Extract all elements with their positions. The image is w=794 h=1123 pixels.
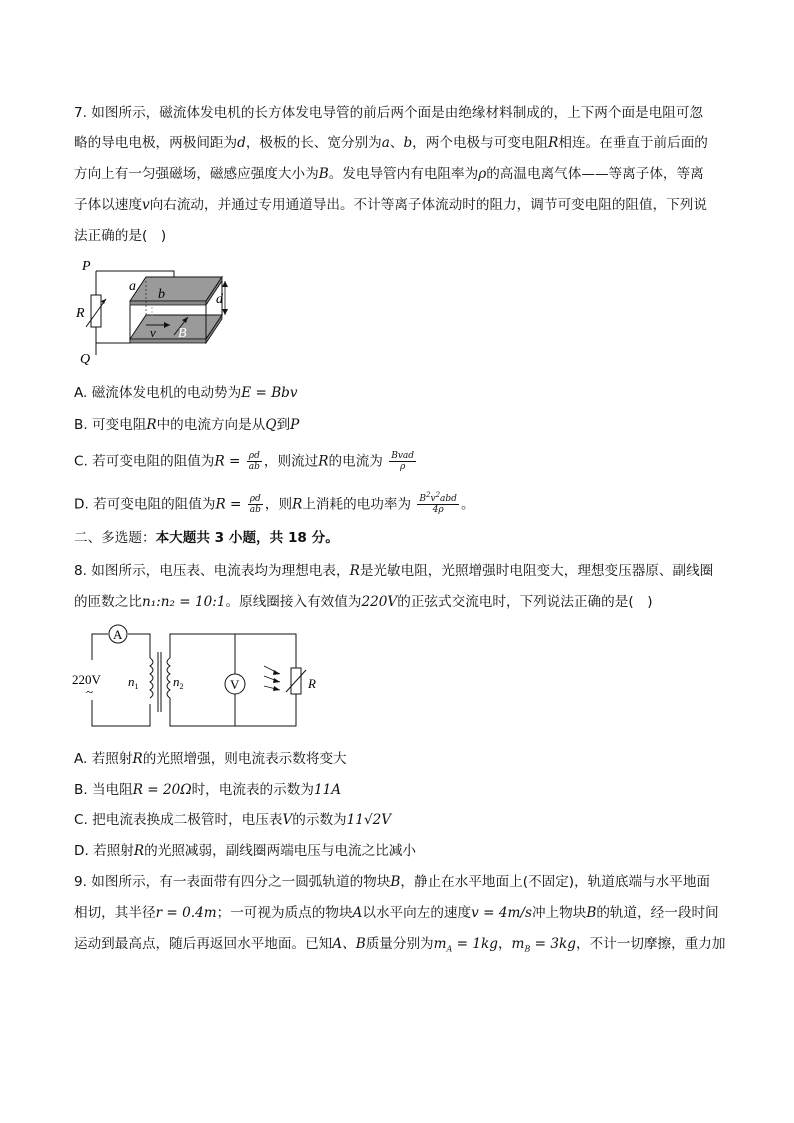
label-v: v bbox=[150, 325, 156, 340]
label-R: R bbox=[308, 676, 316, 691]
q8-option-d: D. 若照射R的光照减弱，副线圈两端电压与电流之比减小 bbox=[74, 843, 417, 859]
label-source-220v: 220V bbox=[72, 672, 101, 687]
section-heading: 二、多选题：本大题共 3 小题，共 18 分。 bbox=[74, 530, 339, 546]
label-a: a bbox=[129, 279, 136, 294]
label-B: B bbox=[178, 326, 187, 341]
label-n1: $n_1$ bbox=[128, 674, 139, 691]
fraction-bvad-over-rho: $\frac{\text{Bvad}}{\rho}$ bbox=[391, 451, 415, 472]
q7-mhd-generator-figure bbox=[74, 255, 244, 367]
label-P: P bbox=[82, 259, 91, 274]
fraction-rho-d-over-ab: $\frac{\rho d}{ab}$ bbox=[249, 494, 261, 515]
q7-stem-line-5: 法正确的是( ) bbox=[74, 228, 167, 244]
q7-stem-line-2: 略的导电电极，两极间距为d，极板的长、宽分别为a、b，两个电极与可变电阻R相连。在垂直于前后面的 bbox=[74, 135, 708, 151]
q7-stem-line-4: 子体以速度v向右流动，并通过专用通道导出。不计等离子体流动时的阻力，调节可变电阻的阻值，下列说 bbox=[74, 197, 707, 213]
svg-text:V: V bbox=[230, 677, 240, 692]
q7-option-a: A. 磁流体发电机的电动势为E = Bbv bbox=[74, 385, 298, 401]
q8-option-b: B. 当电阻R = 20Ω时，电流表的示数为11A bbox=[74, 782, 342, 798]
q8-transformer-circuit-figure bbox=[72, 622, 332, 734]
q9-stem-line-3: 运动到最高点，随后再返回水平地面。已知A、B质量分别为$m_A = 1kg$，$m_B = 3kg$，不计一切摩擦，重力加 bbox=[74, 936, 726, 954]
variable-resistor-icon bbox=[91, 295, 101, 327]
q7-option-d: D. 若可变电阻的阻值为R = $\frac{\rho d}{ab}$ ，则R上消耗的电功率为 $\frac{B^2v^2abd}{4\rho}$ 。 bbox=[74, 491, 475, 515]
q7-stem-line-3: 方向上有一匀强磁场，磁感应强度大小为B。发电导管内有电阻率为ρ的高温电离气体——等离子体，等离 bbox=[74, 166, 704, 182]
label-R: R bbox=[76, 306, 85, 321]
q8-stem-line-1: 8. 如图所示，电压表、电流表均为理想电表，R是光敏电阻，光照增强时电阻变大，理想变压器原、副线圈 bbox=[74, 563, 714, 579]
label-ac-tilde: ~ bbox=[86, 684, 94, 699]
label-Q: Q bbox=[80, 352, 91, 367]
q8-stem-line-2: 的匝数之比n₁:n₂ = 10:1。原线圈接入有效值为220V的正弦式交流电时，下列说法正确的是( ) bbox=[74, 594, 653, 610]
q7-option-b: B. 可变电阻R中的电流方向是从Q到P bbox=[74, 417, 300, 433]
q8-option-c: C. 把电流表换成二极管时，电压表V的示数为11√2V bbox=[74, 812, 392, 828]
q9-stem-line-1: 9. 如图所示，有一表面带有四分之一圆弧轨道的物块B，静止在水平地面上(不固定)，轨道底端与水平地面 bbox=[74, 874, 711, 890]
q9-stem-line-2: 相切，其半径r = 0.4m；一可视为质点的物块A以水平向左的速度v = 4m/s冲上物块B的轨道，经一段时间 bbox=[74, 905, 719, 921]
label-d: d bbox=[216, 292, 223, 307]
label-n2: $n_2$ bbox=[173, 674, 184, 691]
fraction-rho-d-over-ab: $\frac{\rho d}{ab}$ bbox=[248, 451, 260, 472]
q8-option-a: A. 若照射R的光照增强，则电流表示数将变大 bbox=[74, 751, 347, 767]
fraction-power: $\frac{B^2v^2abd}{4\rho}$ bbox=[419, 491, 457, 515]
q7-stem-line-1: 7. 如图所示，磁流体发电机的长方体发电导管的前后两个面是由绝缘材料制成的，上下两个面是电阻可忽 bbox=[74, 105, 704, 121]
q7-option-c: C. 若可变电阻的阻值为R = $\frac{\rho d}{ab}$ ，则流过R的电流为 $\frac{\text{Bvad}}{\rho}$ bbox=[74, 451, 415, 472]
svg-text:A: A bbox=[113, 627, 123, 642]
label-b: b bbox=[158, 287, 165, 302]
